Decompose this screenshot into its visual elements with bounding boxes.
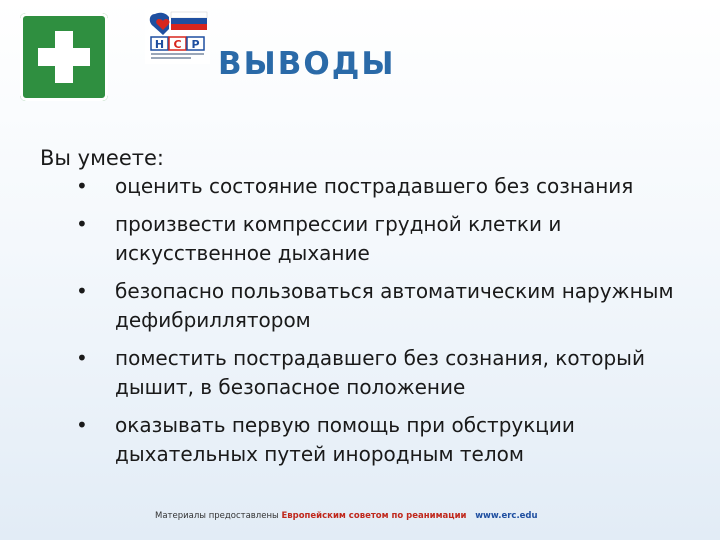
bullet-icon: •: [76, 174, 88, 198]
list-item: [76, 344, 696, 402]
bullet-icon: •: [76, 279, 88, 303]
list-item-text: поместить пострадавшего без сознания, который дышит, в безопасное положение: [115, 346, 645, 399]
conclusions-list: [76, 172, 696, 478]
first-aid-cross-icon: [20, 13, 108, 101]
nsr-letters: [151, 37, 204, 51]
list-item: [76, 277, 696, 335]
intro-text: Вы умеете:: [40, 146, 165, 170]
list-item-text: произвести компрессии грудной клетки и искусственное дыхание: [115, 212, 562, 265]
list-item: [76, 411, 696, 469]
list-item-text: безопасно пользоваться автоматическим наружным дефибриллятором: [115, 279, 674, 332]
list-item-text: оказывать первую помощь при обструкции дыхательных путей инородным телом: [115, 413, 575, 466]
logo-letter-r: Р: [191, 38, 200, 51]
logo-letter-s: С: [173, 38, 182, 51]
bullet-icon: •: [76, 346, 88, 370]
nsr-logo: [145, 8, 210, 64]
footer-credits: [155, 511, 538, 521]
footer-site-link[interactable]: www.erc.edu: [475, 511, 538, 521]
footer-prefix: Материалы предоставлены: [155, 511, 279, 521]
bullet-icon: •: [76, 212, 88, 236]
bullet-icon: •: [76, 413, 88, 437]
cross-horizontal-bar: [38, 48, 90, 66]
logo-letter-n: Н: [154, 38, 165, 51]
list-item: [76, 210, 696, 268]
list-item: [76, 172, 696, 201]
list-item-text: оценить состояние пострадавшего без сознания: [115, 174, 634, 198]
footer-org: Европейским советом по реанимации: [281, 511, 467, 521]
page-title: ВЫВОДЫ: [218, 46, 396, 82]
